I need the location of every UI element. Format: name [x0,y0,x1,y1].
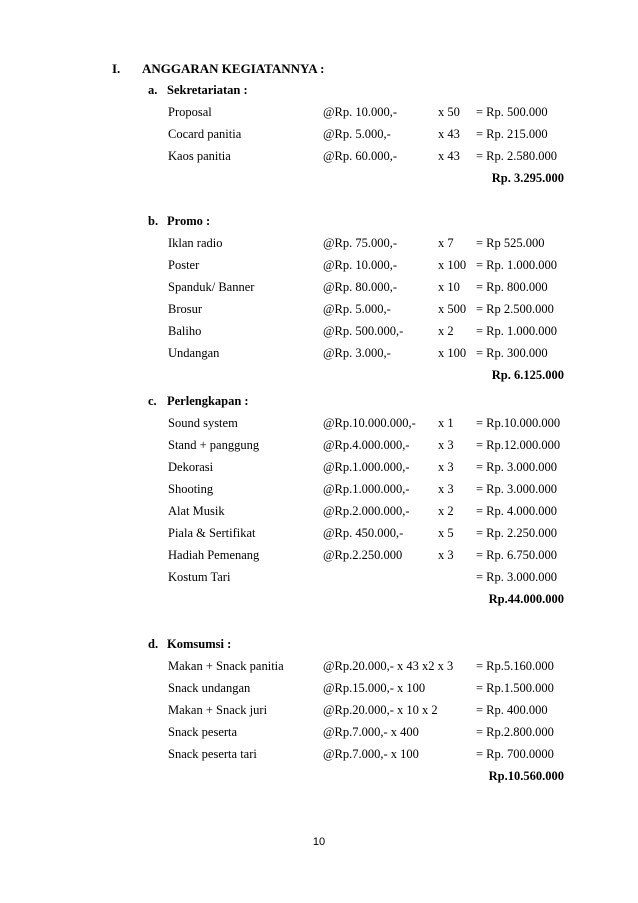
item-price: @Rp.20.000,- x 10 x 2 [323,703,438,717]
item-total: = Rp. 3.000.000 [476,482,558,496]
item-name: Shooting [168,482,214,496]
item-name: Cocard panitia [168,127,242,141]
item-name: Dekorasi [168,460,214,474]
item-qty: x 5 [438,526,454,540]
item-total: = Rp. 1.000.000 [476,324,558,338]
budget-row [148,566,578,588]
section-subtotal: Rp.44.000.000 [488,592,564,606]
item-total: = Rp.1.500.000 [476,681,554,695]
section-title-text: Promo : [167,214,211,228]
budget-row [148,677,578,699]
budget-row [148,721,578,743]
item-price: @Rp. 10.000,- [323,105,398,119]
budget-row [148,456,578,478]
item-qty: x 3 [438,460,454,474]
budget-row [148,123,578,145]
item-price: @Rp. 500.000,- [323,324,404,338]
section-title-text: Perlengkapan : [167,394,249,408]
item-total: = Rp 525.000 [476,236,545,250]
item-total: = Rp. 2.250.000 [476,526,558,540]
budget-row [148,320,578,342]
item-qty: x 7 [438,236,454,250]
item-total: = Rp. 215.000 [476,127,548,141]
budget-row [148,145,578,167]
item-name: Makan + Snack juri [168,703,268,717]
section-sekretariatan [148,79,578,189]
budget-row [148,276,578,298]
item-name: Brosur [168,302,203,316]
item-price: @Rp. 450.000,- [323,526,404,540]
item-total: = Rp. 700.0000 [476,747,554,761]
item-price: @Rp.10.000.000,- [323,416,416,430]
item-price: @Rp.20.000,- x 43 x2 x 3 [323,659,454,673]
section-title-text: Komsumsi : [167,637,232,651]
item-name: Poster [168,258,200,272]
section-title [148,633,578,655]
item-price: @Rp.15.000,- x 100 [323,681,426,695]
section-subtotal: Rp. 6.125.000 [491,368,564,382]
item-price: @Rp.2.250.000 [323,548,403,562]
budget-row [148,500,578,522]
item-price: @Rp.2.000.000,- [323,504,410,518]
item-total: = Rp. 4.000.000 [476,504,558,518]
item-total: = Rp. 1.000.000 [476,258,558,272]
item-price: @Rp. 80.000,- [323,280,398,294]
section-letter: c. [148,394,157,408]
item-qty: x 1 [438,416,454,430]
item-price: @Rp. 5.000,- [323,302,391,316]
budget-row [148,298,578,320]
item-price: @Rp. 75.000,- [323,236,398,250]
section-subtotal: Rp. 3.295.000 [491,171,564,185]
item-price: @Rp. 5.000,- [323,127,391,141]
item-total: = Rp.5.160.000 [476,659,554,673]
item-total: = Rp 2.500.000 [476,302,554,316]
heading-roman-numeral: I. [112,61,121,76]
budget-row [148,342,578,364]
section-title [148,79,578,101]
item-name: Spanduk/ Banner [168,280,255,294]
item-price: @Rp. 60.000,- [323,149,398,163]
section-perlengkapan [148,390,578,610]
item-name: Kostum Tari [168,570,231,584]
item-name: Alat Musik [168,504,225,518]
item-total: = Rp.2.800.000 [476,725,554,739]
item-name: Makan + Snack panitia [168,659,284,673]
item-name: Kaos panitia [168,149,231,163]
section-letter: d. [148,637,159,651]
item-total: = Rp.12.000.000 [476,438,561,452]
item-qty: x 100 [438,258,467,272]
page-number: 10 [312,836,326,848]
item-name: Baliho [168,324,202,338]
budget-row [148,699,578,721]
item-name: Snack undangan [168,681,251,695]
item-total: = Rp. 3.000.000 [476,570,558,584]
item-qty: x 100 [438,346,467,360]
section-subtotal: Rp.10.560.000 [488,769,564,783]
item-name: Piala & Sertifikat [168,526,256,540]
section-letter: a. [148,83,158,97]
section-title [148,390,578,412]
item-name: Snack peserta tari [168,747,257,761]
item-total: = Rp. 300.000 [476,346,548,360]
item-qty: x 3 [438,482,454,496]
item-qty: x 43 [438,149,460,163]
budget-row [148,232,578,254]
budget-row [148,478,578,500]
item-qty: x 50 [438,105,460,119]
section-promo [148,210,578,386]
item-price: @Rp.1.000.000,- [323,482,410,496]
item-qty: x 3 [438,548,454,562]
section-letter: b. [148,214,159,228]
section-title-text: Sekretariatan : [167,83,248,97]
budget-row [148,434,578,456]
item-total: = Rp. 400.000 [476,703,548,717]
main-heading [112,61,325,77]
item-total: = Rp. 500.000 [476,105,548,119]
item-price: @Rp.1.000.000,- [323,460,410,474]
budget-row [148,254,578,276]
item-name: Proposal [168,105,212,119]
item-price: @Rp. 10.000,- [323,258,398,272]
item-name: Sound system [168,416,238,430]
item-name: Hadiah Pemenang [168,548,260,562]
item-price: @Rp.4.000.000,- [323,438,410,452]
budget-row [148,522,578,544]
item-qty: x 3 [438,438,454,452]
budget-row [148,544,578,566]
item-qty: x 2 [438,324,454,338]
item-name: Iklan radio [168,236,223,250]
item-price: @Rp.7.000,- x 100 [323,747,419,761]
item-qty: x 43 [438,127,460,141]
item-total: = Rp. 6.750.000 [476,548,558,562]
budget-row [148,412,578,434]
budget-row [148,101,578,123]
heading-title: ANGGARAN KEGIATANNYA : [142,61,325,76]
section-title [148,210,578,232]
budget-row [148,743,578,765]
item-total: = Rp.10.000.000 [476,416,561,430]
item-qty: x 10 [438,280,460,294]
item-qty: x 500 [438,302,467,316]
item-name: Snack peserta [168,725,238,739]
item-name: Stand + panggung [168,438,260,452]
item-total: = Rp. 3.000.000 [476,460,558,474]
section-komsumsi [148,633,578,787]
item-name: Undangan [168,346,220,360]
item-price: @Rp.7.000,- x 400 [323,725,419,739]
item-total: = Rp. 800.000 [476,280,548,294]
item-total: = Rp. 2.580.000 [476,149,558,163]
item-qty: x 2 [438,504,454,518]
budget-row [148,655,578,677]
item-price: @Rp. 3.000,- [323,346,391,360]
